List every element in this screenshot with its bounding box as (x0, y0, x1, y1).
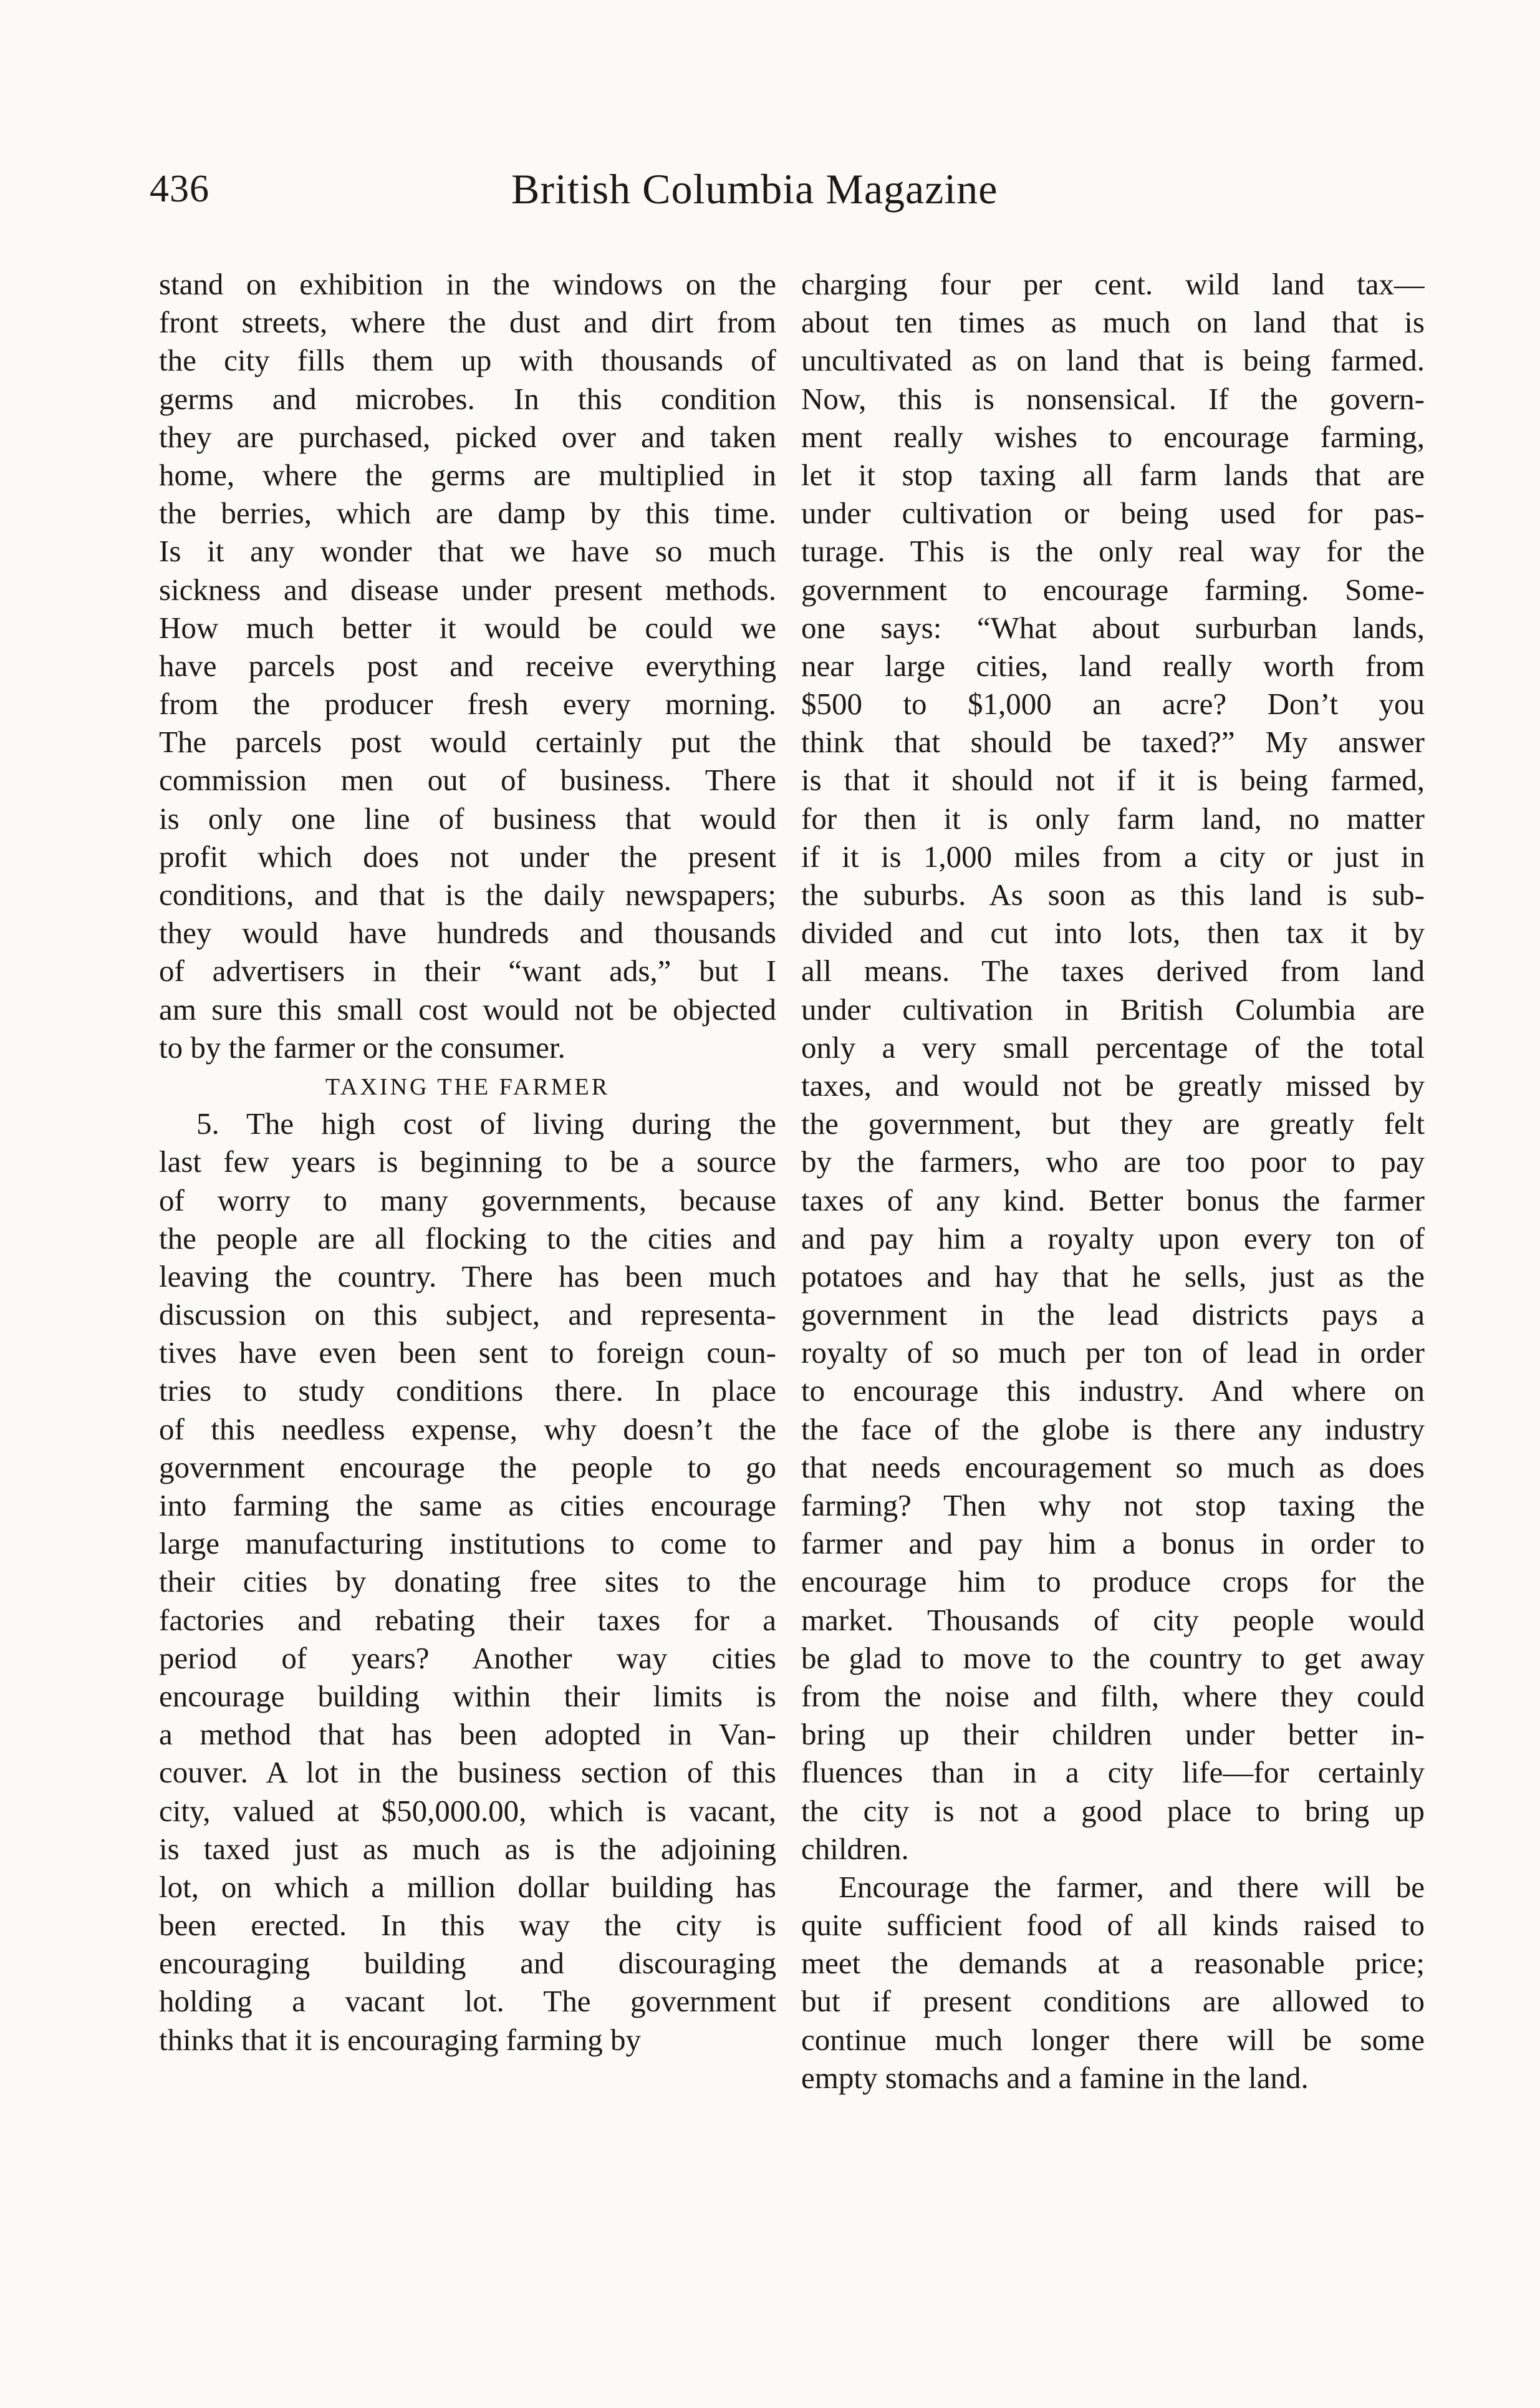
text-line: sickness and disease under present methods. (159, 572, 776, 607)
left-column (159, 265, 776, 2059)
text-line: tries to study conditions there. In place (159, 1373, 776, 1408)
text-line: holding a vacant lot. The government (159, 1984, 776, 2019)
text-line: from the noise and filth, where they could (801, 1678, 1425, 1713)
text-line: charging four per cent. wild land tax— (801, 267, 1425, 301)
text-line: farmer and pay him a bonus in order to (801, 1526, 1425, 1561)
text-line: bring up their children under better in- (801, 1717, 1425, 1752)
text-line: children. (801, 1831, 909, 1866)
text-line: a method that has been adopted in Van- (159, 1717, 776, 1752)
text-line: about ten times as much on land that is (801, 305, 1425, 340)
text-line: and pay him a royalty upon every ton of (801, 1221, 1425, 1255)
text-line: 5. The high cost of living during the (196, 1106, 776, 1141)
text-line: am sure this small cost would not be objected (159, 992, 776, 1027)
text-line: only a very small percentage of the total (801, 1030, 1425, 1065)
page-number: 436 (150, 168, 209, 210)
text-line: potatoes and hay that he sells, just as the (801, 1259, 1425, 1293)
text-line: conditions, and that is the daily newspapers; (159, 878, 776, 912)
text-line: How much better it would be could we (159, 610, 776, 645)
text-line: The parcels post would certainly put the (159, 725, 776, 760)
text-line: been erected. In this way the city is (159, 1908, 776, 1943)
text-line: have parcels post and receive everything (159, 648, 776, 683)
text-line: the berries, which are damp by this time. (159, 496, 776, 531)
text-line: government in the lead districts pays a (801, 1297, 1425, 1332)
text-line: into farming the same as cities encourage (159, 1488, 776, 1522)
text-line: stand on exhibition in the windows on the (159, 267, 776, 301)
text-line: market. Thousands of city people would (801, 1602, 1425, 1637)
text-line: profit which does not under the present (159, 839, 776, 874)
text-line: one says: “What about surburban lands, (801, 610, 1425, 645)
text-line: continue much longer there will be some (801, 2022, 1425, 2057)
right-paragraph-1 (801, 265, 1425, 1868)
text-line: thinks that it is encouraging farming by (159, 2022, 641, 2057)
text-line: is only one line of business that would (159, 801, 776, 836)
text-line: is taxed just as much as is the adjoining (159, 1831, 776, 1866)
text-line: the people are all flocking to the cities and (159, 1221, 776, 1255)
text-line: period of years? Another way cities (159, 1640, 776, 1675)
text-line: think that should be taxed?” My answer (801, 725, 1425, 760)
text-line: lot, on which a million dollar building has (159, 1869, 776, 1904)
text-line: leaving the country. There has been much (159, 1259, 776, 1293)
text-line: last few years is beginning to be a source (159, 1144, 776, 1179)
text-line: government encourage the people to go (159, 1449, 776, 1484)
text-line: ment really wishes to encourage farming, (801, 419, 1425, 454)
text-line: Encourage the farmer, and there will be (839, 1869, 1425, 1904)
text-line: fluences than in a city life—for certainly (801, 1755, 1425, 1790)
section-heading: TAXING THE FARMER (325, 1073, 610, 1100)
text-line: divided and cut into lots, then tax it by (801, 916, 1425, 950)
text-line: germs and microbes. In this condition (159, 381, 776, 416)
text-line: Is it any wonder that we have so much (159, 534, 776, 569)
text-line: but if present conditions are allowed to (801, 1984, 1425, 2019)
text-line: factories and rebating their taxes for a (159, 1602, 776, 1637)
left-paragraph-1 (159, 265, 776, 1066)
text-line: that needs encouragement so much as does (801, 1449, 1425, 1484)
text-line: the government, but they are greatly felt (801, 1106, 1425, 1141)
right-paragraph-2 (801, 1868, 1425, 2097)
text-line: discussion on this subject, and representa- (159, 1297, 776, 1332)
text-line: home, where the germs are multiplied in (159, 457, 776, 492)
text-line: royalty of so much per ton of lead in order (801, 1335, 1425, 1370)
text-line: all means. The taxes derived from land (801, 954, 1425, 989)
text-line: they would have hundreds and thousands (159, 916, 776, 950)
text-line: city, valued at $50,000.00, which is vacant, (159, 1793, 776, 1828)
text-line: if it is 1,000 miles from a city or just in (801, 839, 1425, 874)
text-line: commission men out of business. There (159, 763, 776, 798)
text-line: their cities by donating free sites to the (159, 1564, 776, 1599)
text-line: Now, this is nonsensical. If the govern- (801, 381, 1425, 416)
text-line: from the producer fresh every morning. (159, 687, 776, 722)
text-line: encouraging building and discouraging (159, 1946, 776, 1981)
text-line: turage. This is the only real way for the (801, 534, 1425, 569)
text-line: large manufacturing institutions to come to (159, 1526, 776, 1561)
text-line: is that it should not if it is being farmed, (801, 763, 1425, 798)
text-line: taxes, and would not be greatly missed by (801, 1068, 1425, 1103)
text-line: of advertisers in their “want ads,” but I (159, 954, 776, 989)
text-line: by the farmers, who are too poor to pay (801, 1144, 1425, 1179)
text-line: near large cities, land really worth from (801, 648, 1425, 683)
text-line: to by the farmer or the consumer. (159, 1030, 565, 1065)
text-line: tives have even been sent to foreign coun- (159, 1335, 776, 1370)
text-line: under cultivation in British Columbia are (801, 992, 1425, 1027)
right-column (801, 265, 1425, 2097)
text-line: government to encourage farming. Some- (801, 572, 1425, 607)
text-line: for then it is only farm land, no matter (801, 801, 1425, 836)
text-line: the suburbs. As soon as this land is sub- (801, 878, 1425, 912)
text-line: $500 to $1,000 an acre? Don’t you (801, 687, 1425, 722)
text-line: the city fills them up with thousands of (159, 343, 776, 378)
text-line: encourage him to produce crops for the (801, 1564, 1425, 1599)
text-line: couver. A lot in the business section of this (159, 1755, 776, 1790)
text-line: taxes of any kind. Better bonus the farmer (801, 1182, 1425, 1217)
text-line: encourage building within their limits is (159, 1678, 776, 1713)
running-title: British Columbia Magazine (511, 165, 998, 213)
text-line: the city is not a good place to bring up (801, 1793, 1425, 1828)
text-line: under cultivation or being used for pas- (801, 496, 1425, 531)
text-line: farming? Then why not stop taxing the (801, 1488, 1425, 1522)
text-line: of this needless expense, why doesn’t the (159, 1411, 776, 1446)
text-line: meet the demands at a reasonable price; (801, 1946, 1425, 1981)
text-line: empty stomachs and a famine in the land. (801, 2060, 1309, 2095)
text-line: they are purchased, picked over and taken (159, 419, 776, 454)
text-line: quite sufficient food of all kinds raised to (801, 1908, 1425, 1943)
text-line: to encourage this industry. And where on (801, 1373, 1425, 1408)
text-line: let it stop taxing all farm lands that are (801, 457, 1425, 492)
left-paragraph-2 (159, 1105, 776, 2059)
text-line: of worry to many governments, because (159, 1182, 776, 1217)
text-line: be glad to move to the country to get away (801, 1640, 1425, 1675)
text-line: uncultivated as on land that is being farmed. (801, 343, 1425, 378)
text-line: the face of the globe is there any industry (801, 1411, 1425, 1446)
text-line: front streets, where the dust and dirt from (159, 305, 776, 340)
